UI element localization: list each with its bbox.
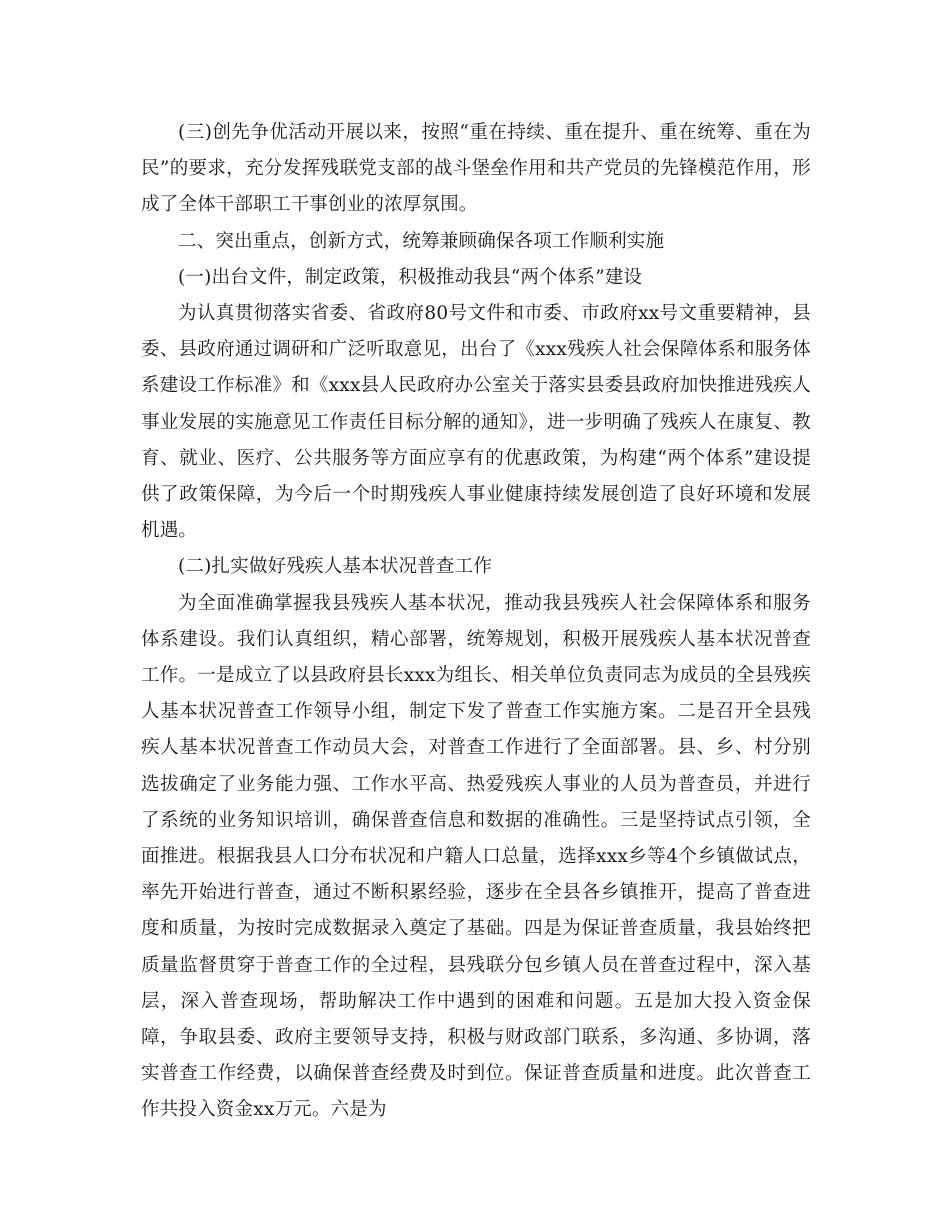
section-heading-two: 二、突出重点，创新方式，统筹兼顾确保各项工作顺利实施 [178,230,665,252]
paragraph-policy-documents: 为认真贯彻落实省委、省政府80号文件和市委、市政府xx号文重要精神，县委、县政府通过调研和广泛听取意见，出台了《xxx残疾人社会保障体系和服务体系建设工作标准》和《xxx县人民政府办公室关于落实县委县政府加快推进残疾人事业发展的实施意见工作责任目标分解的通知》，进一步明确了残疾人在康复、教育、就业、医疗、公共服务等方面应享有的优惠政策，为构建“两个体系”建设提供了政策保障，为今后一个时期残疾人事业健康持续发展创造了良好环境和发展机遇。 [141,303,811,542]
document-body [141,115,811,1129]
paragraph-innovation-activity: (三)创先争优活动开展以来，按照“重在持续、重在提升、重在统筹、重在为民”的要求，充分发挥残联党支部的战斗堡垒作用和共产党员的先锋模范作用，形成了全体干部职工干事创业的浓厚氛围。 [141,122,811,216]
subsection-heading-one: (一)出台文件，制定政策，积极推动我县“两个体系”建设 [178,266,643,288]
paragraph-census-work: 为全面准确掌握我县残疾人基本状况，推动我县残疾人社会保障体系和服务体系建设。我们认真组织，精心部署，统筹规划，积极开展残疾人基本状况普查工作。一是成立了以县政府县长xxx为组长、相关单位负责同志为成员的全县残疾人基本状况普查工作领导小组，制定下发了普查工作实施方案。二是召开全县残疾人基本状况普查工作动员大会，对普查工作进行了全面部署。县、乡、村分别选拔确定了业务能力强、工作水平高、热爱残疾人事业的人员为普查员，并进行了系统的业务知识培训，确保普查信息和数据的准确性。三是坚持试点引领，全面推进。根据我县人口分布状况和户籍人口总量，选择xxx乡等4个乡镇做试点，率先开始进行普查，通过不断积累经验，逐步在全县各乡镇推开，提高了普查进度和质量，为按时完成数据录入奠定了基础。四是为保证普查质量，我县始终把质量监督贯穿于普查工作的全过程，县残联分包乡镇人员在普查过程中，深入基层，深入普查现场，帮助解决工作中遇到的困难和问题。五是加大投入资金保障，争取县委、政府主要领导支持，积极与财政部门联系，多沟通、多协调，落实普查工作经费，以确保普查经费及时到位。保证普查质量和进度。此次普查工作共投入资金xx万元。六是为 [141,592,811,1121]
subsection-heading-two: (二)扎实做好残疾人基本状况普查工作 [178,556,493,578]
